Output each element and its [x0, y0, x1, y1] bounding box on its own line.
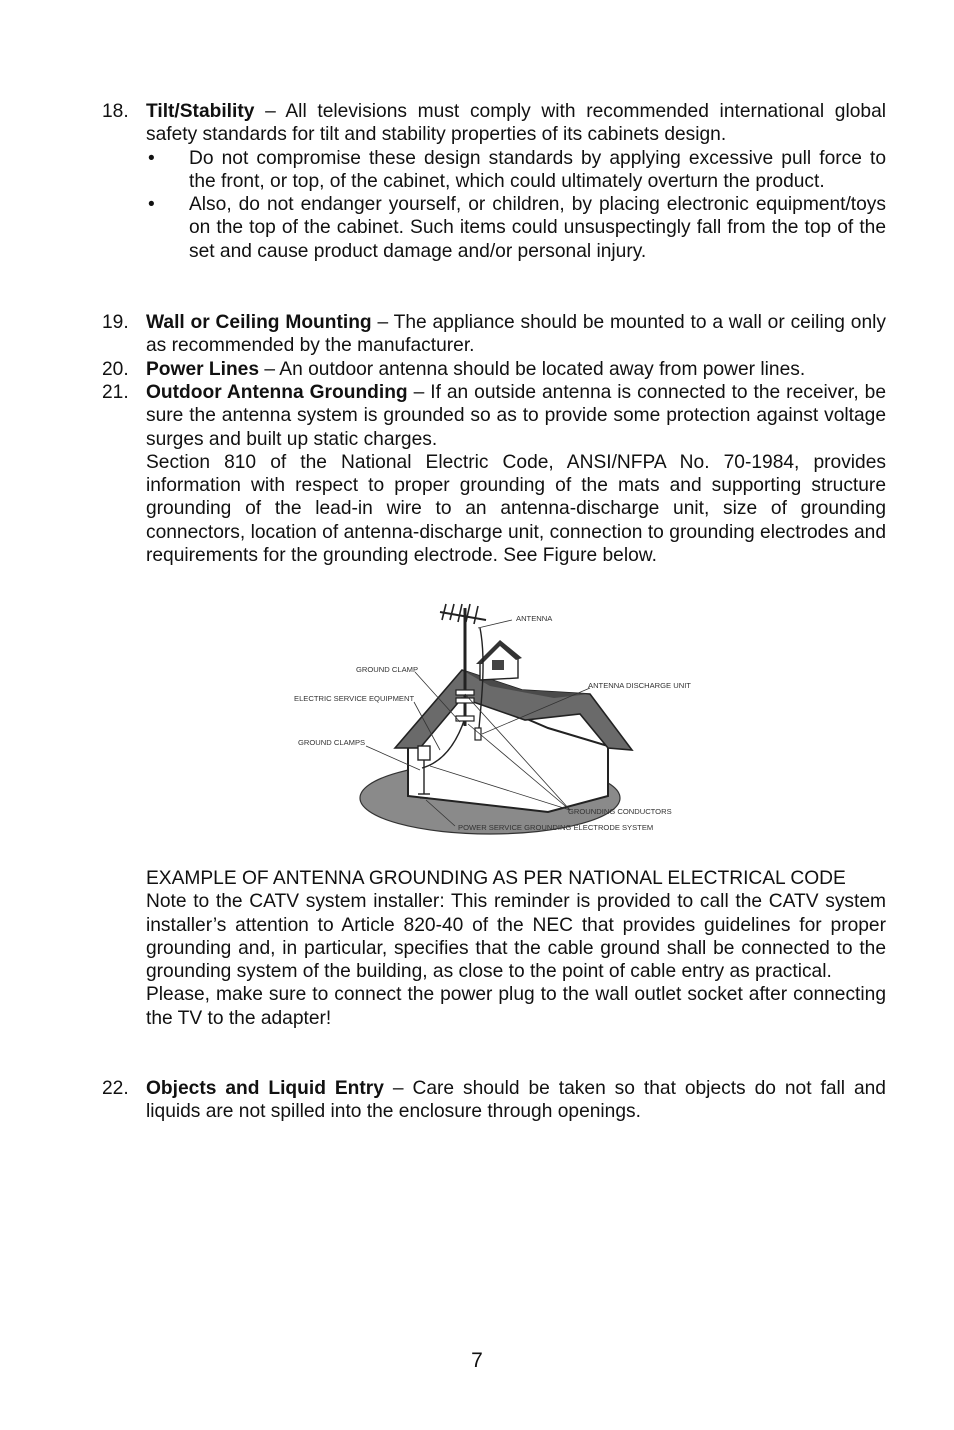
bullet-item: [146, 147, 886, 194]
item-text: – If an outside antenna is connected to the receiver, be sure the antenna system is grounded so as to provide some protection against voltage surges and built up static charges.: [146, 382, 886, 450]
item-body: [146, 311, 886, 358]
item-number: 19.: [102, 312, 129, 333]
label-antenna-discharge: ANTENNA DISCHARGE UNIT: [588, 681, 691, 690]
item-19: [102, 311, 886, 358]
item-20: [102, 358, 886, 381]
item-18: [102, 100, 886, 263]
item-title: Objects and Liquid Entry: [146, 1078, 384, 1099]
item-text: – The appliance should be mounted to a wall or ceiling only as recommended by the manufacturer.: [146, 312, 886, 357]
antenna-boom: [440, 612, 486, 620]
page-number: 7: [471, 1349, 483, 1372]
item-title: Power Lines: [146, 359, 260, 380]
bullet-item: [146, 193, 886, 263]
section-810-paragraph: Section 810 of the National Electric Code, ANSI/NFPA No. 70-1984, provides information with respect to proper grounding of the mats and supporting structure grounding of the lead-in wire to an antenna-discharge unit, size of grounding connectors, location of antenna-discharge unit, connection to grounding electrodes and requirements for the grounding electrode. See Figure below.: [146, 451, 886, 567]
item-body: [146, 358, 886, 381]
bullet-icon: •: [148, 147, 155, 169]
item-text: – All televisions must comply with recommended international global safety standards for tilt and stability properties of its cabinets design.: [146, 101, 886, 146]
label-power-service: POWER SERVICE GROUNDING ELECTRODE SYSTEM: [458, 823, 654, 832]
antenna-grounding-diagram: [290, 598, 700, 846]
electric-service-box: [418, 746, 430, 760]
label-ground-clamp: GROUND CLAMP: [356, 665, 419, 674]
item-text: – An outdoor antenna should be located away from power lines.: [259, 359, 806, 380]
item-text: – Care should be taken so that objects do not fall and liquids are not spilled into the enclosure through openings.: [146, 1078, 886, 1123]
antenna-grounding-figure: [290, 598, 700, 846]
catv-note: Note to the CATV system installer: This reminder is provided to call the CATV system installer’s attention to Article 820-40 of the NEC that provides guidelines for proper grounding and, in particular, specifies that the cable ground shall be connected to the grounding system of the building, as close to the point of cable entry as practical.: [146, 891, 886, 983]
label-ground-clamps: GROUND CLAMPS: [298, 738, 366, 747]
bullet-icon: •: [148, 194, 155, 216]
item-21: [102, 381, 886, 567]
label-antenna: ANTENNA: [516, 614, 553, 623]
item-body: [146, 381, 886, 451]
item-title: Outdoor Antenna Grounding: [146, 382, 408, 403]
item-number: 21.: [102, 382, 129, 403]
bullet-text: Also, do not endanger yourself, or children, by placing electronic equipment/toys on the top of the cabinet. Such items could unsuspectingly fall from the top of the set and cause product damage and/or personal injury.: [189, 194, 886, 262]
label-grounding-conductors: GROUNDING CONDUCTORS: [568, 807, 672, 816]
item-22: [102, 1077, 886, 1124]
item-number: 20.: [102, 359, 129, 380]
item-title: Wall or Ceiling Mounting: [146, 312, 372, 333]
power-plug-reminder: Please, make sure to connect the power plug to the wall outlet socket after connecting the TV to the adapter!: [146, 984, 886, 1029]
figure-notes: [102, 867, 886, 1030]
item-body: [146, 100, 886, 147]
bullet-text: Do not compromise these design standards by applying excessive pull force to the front, or top, of the cabinet, which could ultimately overturn the product.: [189, 147, 886, 192]
figure-caption: EXAMPLE OF ANTENNA GROUNDING AS PER NATIONAL ELECTRICAL CODE: [146, 868, 846, 889]
item-body: [146, 1077, 886, 1124]
item-number: 18.: [102, 101, 129, 122]
item-number: 22.: [102, 1078, 129, 1099]
dormer-window: [492, 660, 504, 670]
label-electric-service: ELECTRIC SERVICE EQUIPMENT: [294, 694, 415, 703]
item-title: Tilt/Stability: [146, 101, 255, 122]
